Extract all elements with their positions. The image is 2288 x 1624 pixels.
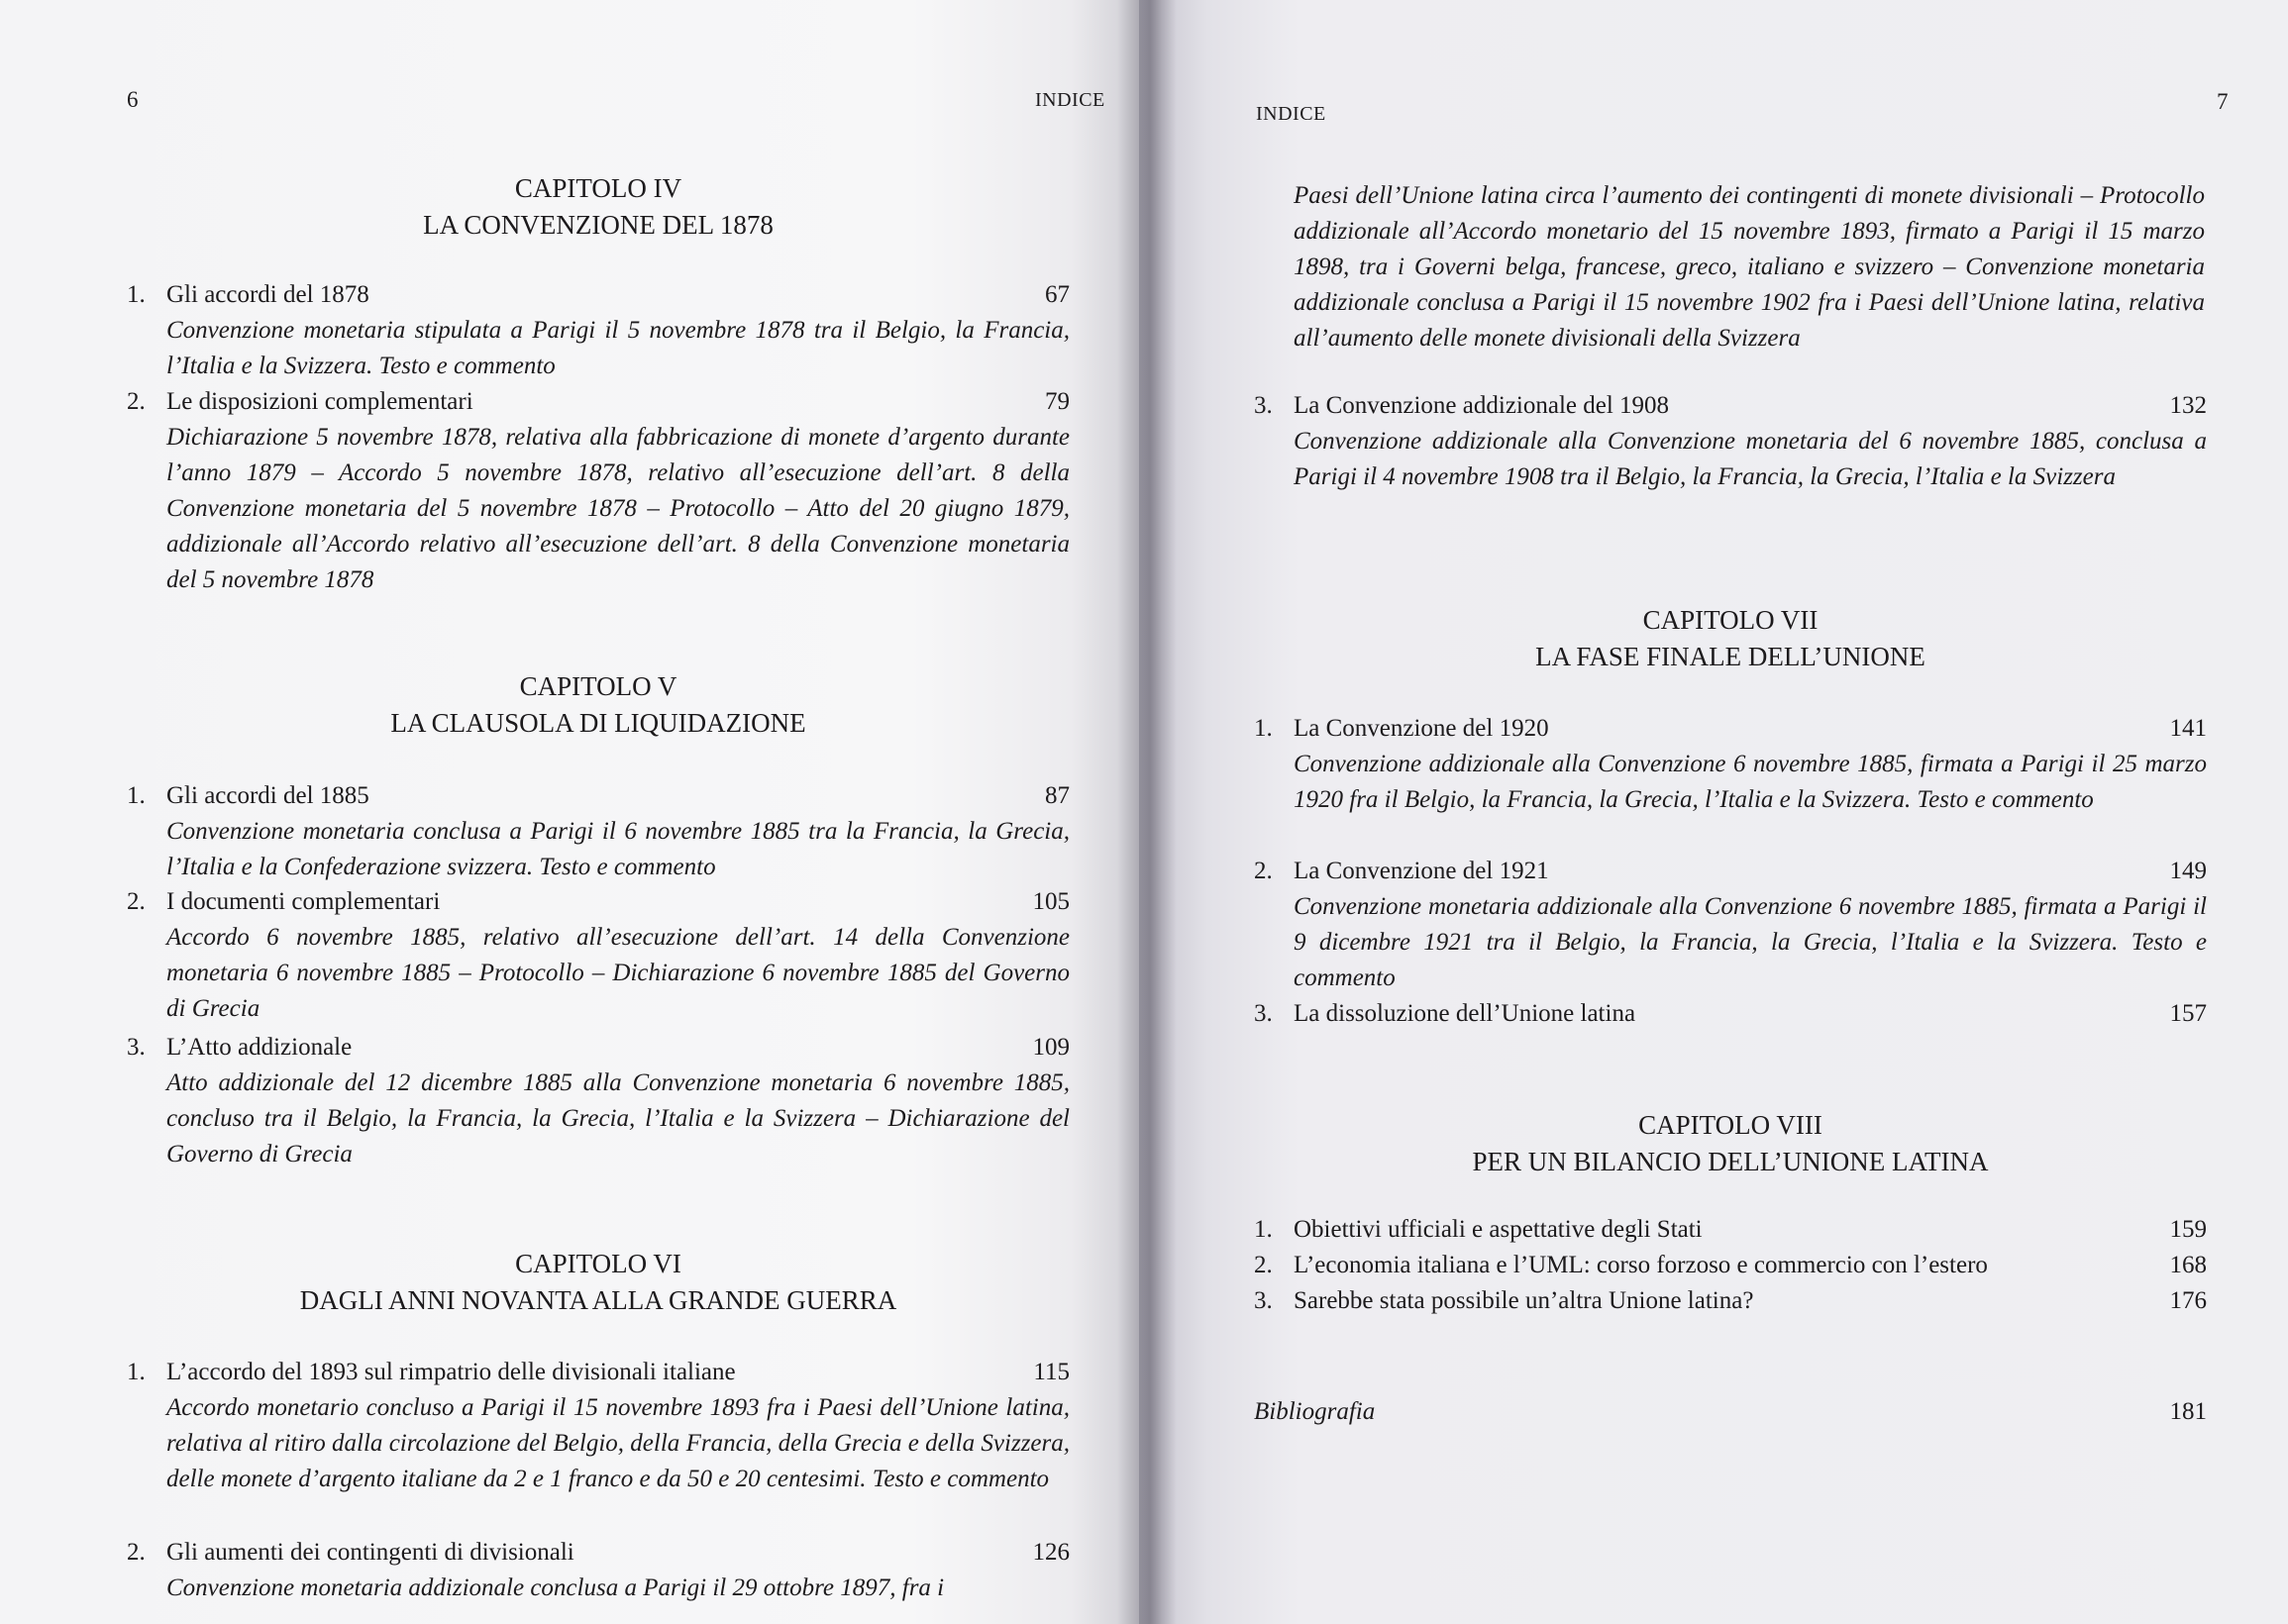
toc-entry[interactable] <box>1254 388 2207 495</box>
bibliography-page: 181 <box>2169 1398 2207 1425</box>
chapter-title: DAGLI ANNI NOVANTA ALLA GRANDE GUERRA <box>299 1285 897 1315</box>
chapter-vi-header <box>127 1246 1070 1319</box>
chapter-title: LA CLAUSOLA DI LIQUIDAZIONE <box>390 708 806 738</box>
entry-page: 115 <box>1033 1359 1070 1385</box>
toc-entry[interactable] <box>1254 1283 2207 1319</box>
entry-number: 2. <box>127 888 146 915</box>
entry-title: La Convenzione del 1920 <box>1294 715 1549 742</box>
entry-title: Gli aumenti dei contingenti di divisionali <box>166 1539 574 1566</box>
entry-description: Convenzione monetaria conclusa a Parigi il 6 novembre 1885 tra la Francia, la Grecia, l’Italia e la Confederazione svizzera. Testo e commento <box>166 818 1070 880</box>
entry-title: L’Atto addizionale <box>166 1034 353 1061</box>
toc-entry[interactable] <box>127 884 1070 1027</box>
bibliography-label: Bibliografia <box>1254 1398 1376 1425</box>
entry-title: Obiettivi ufficiali e aspettative degli Stati <box>1294 1216 1703 1243</box>
entry-number: 2. <box>127 1539 146 1566</box>
entry-description: Dichiarazione 5 novembre 1878, relativa alla fabbricazione di monete d’argento durante l’anno 1879 – Accordo 5 novembre 1878, relativo all’esecuzione dell’art. 8 della Convenzione monetaria del 5 novembre 1878 – Protocollo – Atto del 20 giugno 1879, addizionale all’Accordo relativo all’esecuzione dell’art. 8 della Convenzione monetaria del 5 novembre 1878 <box>166 424 1070 593</box>
toc-entry[interactable] <box>127 1355 1070 1497</box>
entry-description: Convenzione monetaria stipulata a Parigi il 5 novembre 1878 tra il Belgio, la Francia, l’Italia e la Svizzera. Testo e commento <box>166 317 1070 379</box>
chapter-title: LA CONVENZIONE DEL 1878 <box>423 210 774 240</box>
entry-title: La dissoluzione dell’Unione latina <box>1294 1000 1636 1027</box>
entry-description: Accordo 6 novembre 1885, relativo all’esecuzione dell’art. 14 della Convenzione monetaria 6 novembre 1885 – Protocollo – Dichiarazione 6 novembre 1885 del Governo di Grecia <box>166 924 1070 1022</box>
entry-page: 87 <box>1045 782 1070 809</box>
chapter-heading: CAPITOLO VI <box>515 1249 681 1278</box>
chapter-vii-header <box>1254 602 2207 675</box>
right-page <box>1139 0 2288 1624</box>
chapter-title: LA FASE FINALE DELL’UNIONE <box>1535 642 1925 671</box>
toc-entry[interactable] <box>127 384 1070 598</box>
chapter-v-header <box>127 668 1070 742</box>
entry-number: 1. <box>1254 1216 1273 1243</box>
entry-title: L’economia italiana e l’UML: corso forzoso e commercio con l’estero <box>1294 1252 1988 1278</box>
entry-description: Convenzione addizionale alla Convenzione monetaria del 6 novembre 1885, conclusa a Parigi il 4 novembre 1908 tra il Belgio, la Francia, la Grecia, l’Italia e la Svizzera <box>1294 428 2207 490</box>
entry-description: Convenzione addizionale alla Convenzione 6 novembre 1885, firmata a Parigi il 25 marzo 1920 fra il Belgio, la Francia, la Grecia, l’Italia e la Svizzera. Testo e commento <box>1294 751 2207 813</box>
continued-description: Paesi dell’Unione latina circa l’aumento dei contingenti di monete divisionali – Protocollo addizionale all’Accordo monetario del 15 novembre 1893, firmato a Parigi il 15 marzo 1898, tra i Governi belga, francese, greco, italiano e svizzero – Convenzione monetaria addizionale conclusa a Parigi il 15 novembre 1902 fra i Paesi dell’Unione latina, relativa all’aumento delle monete divisionali della Svizzera <box>1294 182 2205 352</box>
toc-entry[interactable] <box>1254 711 2207 818</box>
entry-number: 3. <box>1254 392 1273 419</box>
entry-description: Atto addizionale del 12 dicembre 1885 alla Convenzione monetaria 6 novembre 1885, concluso tra il Belgio, la Francia, la Grecia, l’Italia e la Svizzera – Dichiarazione del Governo di Grecia <box>166 1069 1070 1167</box>
entry-page: 157 <box>2169 1000 2207 1027</box>
entry-description: Convenzione monetaria addizionale conclusa a Parigi il 29 ottobre 1897, fra i <box>166 1574 945 1601</box>
page-number-right: 7 <box>2217 89 2229 114</box>
chapter-heading: CAPITOLO V <box>519 671 677 701</box>
bibliography-entry[interactable] <box>1254 1394 2207 1430</box>
entry-title: Sarebbe stata possibile un’altra Unione latina? <box>1294 1287 1754 1314</box>
chapter-heading: CAPITOLO VIII <box>1638 1110 1822 1140</box>
entry-page: 132 <box>2169 392 2207 419</box>
entry-number: 2. <box>127 388 146 415</box>
entry-number: 3. <box>1254 1287 1273 1314</box>
entry-page: 141 <box>2169 715 2207 742</box>
toc-entry[interactable] <box>1254 1248 2207 1283</box>
entry-page: 149 <box>2169 858 2207 884</box>
toc-entry[interactable] <box>127 277 1070 384</box>
running-head-left: INDICE <box>1035 89 1105 111</box>
entry-title: Gli accordi del 1885 <box>166 782 369 809</box>
running-head-right: INDICE <box>1256 103 1326 125</box>
entry-number: 2. <box>1254 1252 1273 1278</box>
entry-title: La Convenzione del 1921 <box>1294 858 1549 884</box>
entry-page: 67 <box>1045 281 1070 308</box>
entry-number: 1. <box>1254 715 1273 742</box>
entry-page: 176 <box>2169 1287 2207 1314</box>
entry-page: 79 <box>1045 388 1070 415</box>
entry-page: 109 <box>1032 1034 1070 1061</box>
entry-number: 3. <box>127 1034 146 1061</box>
entry-number: 2. <box>1254 858 1273 884</box>
entry-number: 1. <box>127 1359 146 1385</box>
entry-description: Accordo monetario concluso a Parigi il 15 novembre 1893 fra i Paesi dell’Unione latina, relativa al ritiro dalla circolazione del Belgio, della Francia, della Grecia e della Svizzera, delle monete d’argento italiane da 2 e 1 franco e da 50 e 20 centesimi. Testo e commento <box>166 1394 1070 1492</box>
chapter-viii-header <box>1254 1107 2207 1180</box>
entry-page: 105 <box>1032 888 1070 915</box>
entry-title: I documenti complementari <box>166 888 441 915</box>
page-number-left: 6 <box>127 87 139 112</box>
toc-entry[interactable] <box>127 1535 1070 1606</box>
toc-entry[interactable] <box>127 778 1070 885</box>
chapter-iv-header <box>127 170 1070 244</box>
entry-page: 168 <box>2169 1252 2207 1278</box>
entry-number: 1. <box>127 782 146 809</box>
entry-page: 159 <box>2169 1216 2207 1243</box>
toc-entry[interactable] <box>1254 996 2207 1032</box>
chapter-heading: CAPITOLO VII <box>1642 605 1819 635</box>
entry-title: La Convenzione addizionale del 1908 <box>1294 392 1670 419</box>
entry-title: L’accordo del 1893 sul rimpatrio delle divisionali italiane <box>166 1359 736 1385</box>
book-gutter <box>1117 0 1177 1624</box>
entry-description: Convenzione monetaria addizionale alla Convenzione 6 novembre 1885, firmata a Parigi il 9 dicembre 1921 tra il Belgio, la Francia, la Grecia, l’Italia e la Svizzera. Testo e commento <box>1294 893 2207 991</box>
entry-page: 126 <box>1032 1539 1070 1566</box>
entry-number: 1. <box>127 281 146 308</box>
chapter-title: PER UN BILANCIO DELL’UNIONE LATINA <box>1472 1147 1989 1176</box>
chapter-heading: CAPITOLO IV <box>514 173 682 203</box>
entry-title: Le disposizioni complementari <box>166 388 473 415</box>
toc-entry[interactable] <box>1254 854 2207 996</box>
entry-title: Gli accordi del 1878 <box>166 281 369 308</box>
toc-entry[interactable] <box>127 1030 1070 1172</box>
left-page <box>0 0 1139 1624</box>
entry-number: 3. <box>1254 1000 1273 1027</box>
toc-entry[interactable] <box>1254 1212 2207 1248</box>
